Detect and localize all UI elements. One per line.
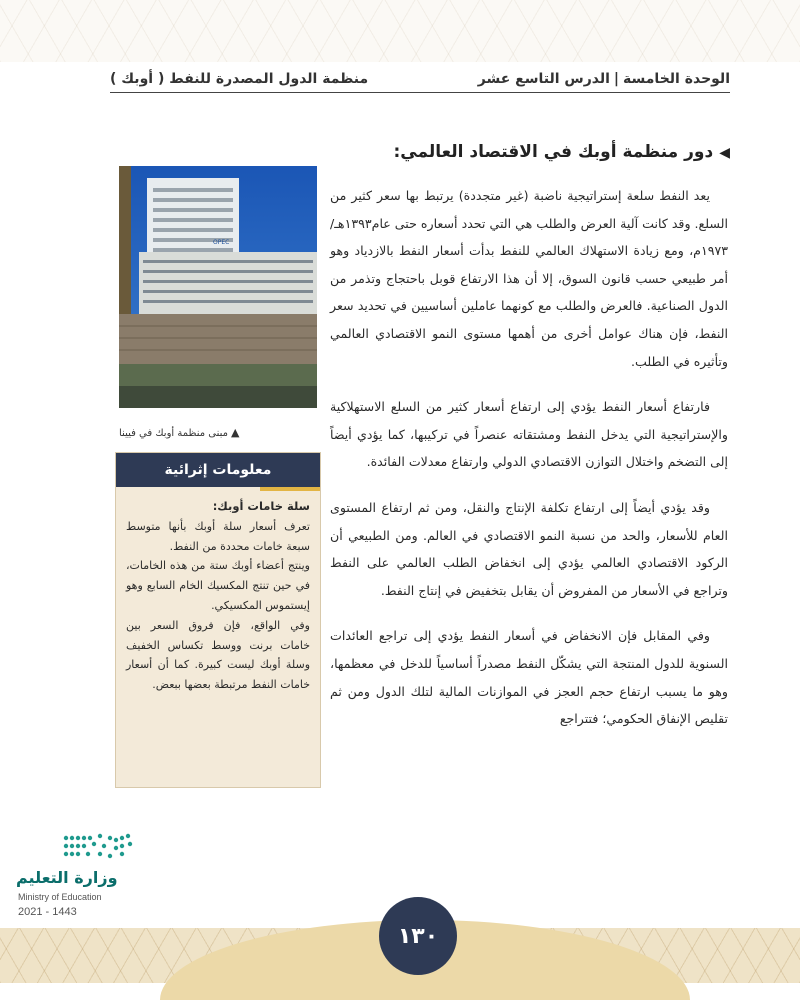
paragraph-2: فارتفاع أسعار النفط يؤدي إلى ارتفاع أسعار كثير من السلع الاستهلاكية والإستراتيجية التي يدخل النفط ومشتقاته عنصراً في تركيبها، كما يؤدي أيضاً إلى التضخم واختلال التوازن الاقتصادي الدولي وارتفاع معدلات الفائدة. — [330, 399, 728, 470]
info-paragraph-3: وفي الواقع، فإن فروق السعر بين خامات برنت ووسط تكساس الخفيف وسلة أوبك ليست كبيرة. كما أن أسعار خامات النفط مرتبطة بعضها ببعض. — [126, 618, 310, 692]
paragraph-3: وقد يؤدي أيضاً إلى ارتفاع تكلفة الإنتاج والنقل، ومن ثم ارتفاع المستوى العام للأسعار، والحد من نسبة النمو الاقتصادي في العالم. ومن الطبيعي أن الركود الاقتصادي العالمي يؤدي إلى انخفاض الطلب العالمي على النفط وتراجع في الأسعار من المفروض أن يقابل بتخفيض في إنتاج النفط. — [330, 499, 728, 598]
ministry-dots-icon — [60, 830, 136, 864]
section-heading — [330, 142, 730, 162]
ministry-logo — [16, 830, 136, 930]
opec-sign-text: OPEC — [213, 239, 230, 246]
header-separator: | — [613, 71, 620, 87]
page-number: ١٣٠ — [379, 897, 457, 975]
info-paragraph-2: وينتج أعضاء أوبك ستة من هذه الخامات، في حين تنتج المكسيك الخام السابع وهو إيستموس المكسيكي. — [126, 559, 310, 612]
header-unit-lesson — [478, 71, 730, 87]
opec-building-illustration — [119, 166, 317, 408]
ministry-year: 2021 - 1443 — [18, 906, 77, 918]
enrichment-info-box — [115, 452, 321, 788]
top-decorative-pattern — [0, 0, 800, 62]
paragraph-1: يعد النفط سلعة إستراتيجية ناضبة (غير متجددة) يرتبط بها سعر كثير من السلع. وقد كانت آلية العرض والطلب هي التي تحدد أسعاره حتى عام١٣٩٣هـ/١٩٧٣م، ومع زيادة الاستهلاك العالمي للنفط بدأت أسعار النفط بالازدياد وهو أمر طبيعي حسب قانون السوق، إلا أن هذا الارتفاع قوبل باحتجاج وتذمر من الدول الصناعية. فالعرض والطلب مع كونهما عاملين أساسيين في تحديد سعر النفط، فإن هناك عوامل أخرى من أهمها مستوى النمو الاقتصادي العالمي وتأثيره في الطلب. — [330, 188, 728, 369]
info-box-content — [116, 487, 320, 695]
info-paragraph-1: تعرف أسعار سلة أوبك بأنها متوسط سبعة خامات محددة من النفط. — [126, 519, 310, 553]
header-lesson: الدرس التاسع عشر — [477, 71, 610, 87]
header-unit: الوحدة الخامسة — [623, 71, 730, 87]
ministry-name-arabic: وزارة التعليم — [16, 868, 118, 887]
section-heading-text: دور منظمة أوبك في الاقتصاد العالمي: — [393, 142, 714, 162]
page-header — [110, 66, 730, 93]
paragraph-4: وفي المقابل فإن الانخفاض في أسعار النفط يؤدي إلى تراجع العائدات السنوية للدول المنتجة التي يشكّل النفط مصدراً أساسياً للدخل في معظمها، وهو ما يسبب ارتفاع حجم العجز في الموازنات المالية لتلك الدول ومن ثم تقليص الإنفاق الحكومي؛ فتتراجع — [330, 628, 728, 727]
bullet-arrow-icon: ◀ — [719, 145, 730, 161]
photo-caption-text: مبنى منظمة أوبك في فيينا — [119, 428, 228, 439]
caption-triangle-icon: ▲ — [230, 426, 240, 439]
info-box-subtitle: سلة خامات أوبك: — [212, 499, 310, 513]
photo-caption — [119, 426, 317, 439]
body-text — [330, 182, 728, 751]
info-box-title: معلومات إثرائية — [116, 453, 320, 487]
header-title: منظمة الدول المصدرة للنفط ( أوبك ) — [110, 71, 369, 87]
opec-building-photo — [119, 166, 317, 408]
ministry-name-english: Ministry of Education — [18, 892, 102, 902]
